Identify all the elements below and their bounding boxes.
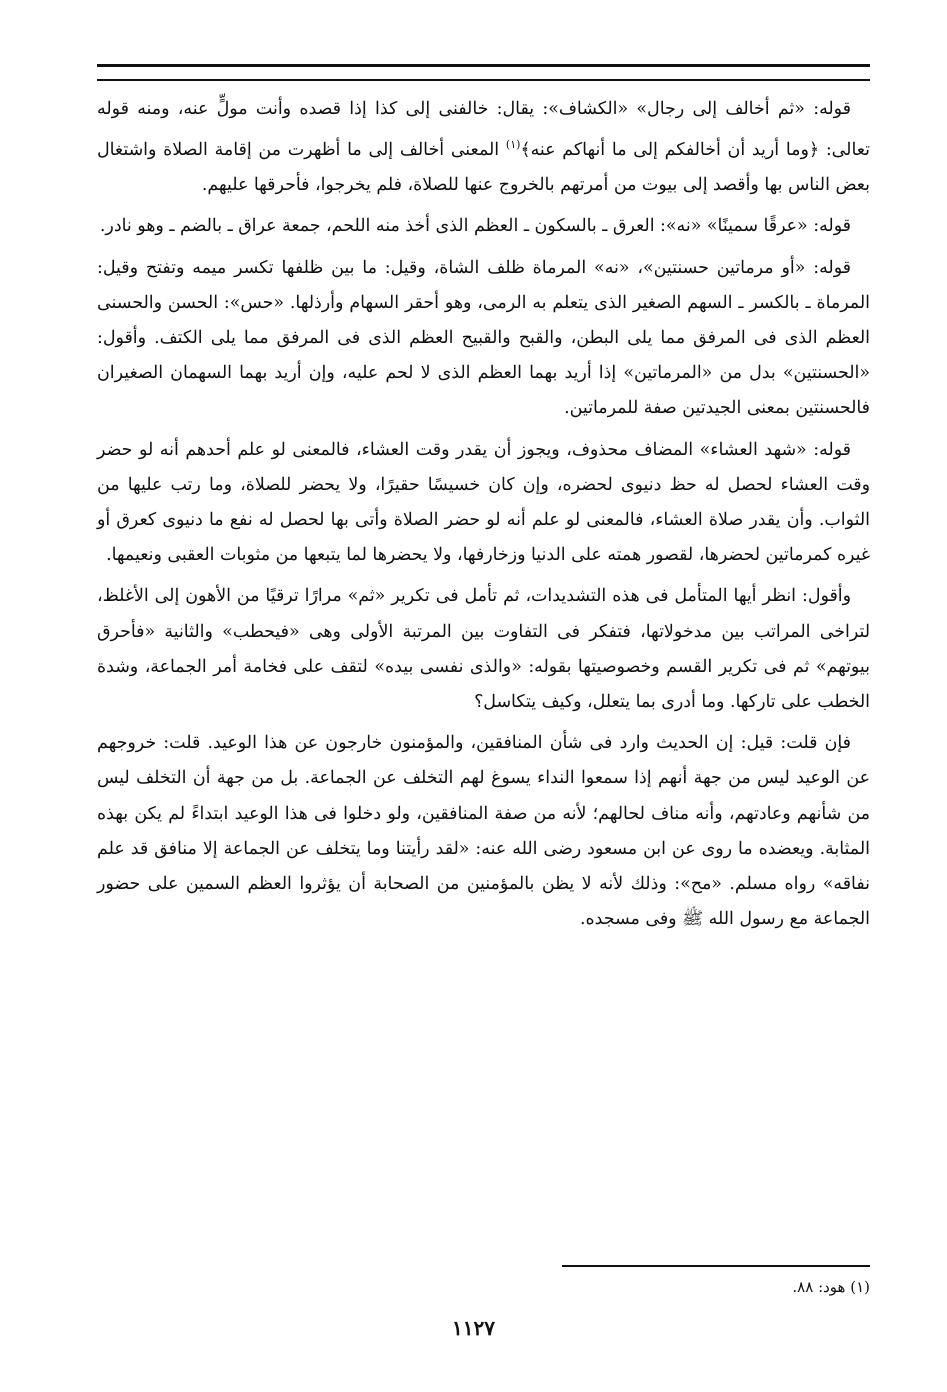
footnote: (١) هود: ٨٨. bbox=[792, 1278, 870, 1296]
paragraph-1-part-b: المعنى أخالف إلى ما أظهرت من إقامة الصلاة واشتغال بعض الناس بها وأقصد إلى بيوت من أمرتهم بالخروج عنها للصلاة، فلم يخرجوا، فأحرقها عليهم. bbox=[97, 140, 870, 196]
paragraph-2: قوله: «عرقًا سمينًا» «نه»: العرق ـ بالسكون ـ العظم الذى أخذ منه اللحم، جمعة عراق ـ بالضم ـ وهو نادر. bbox=[99, 216, 851, 237]
main-text bbox=[97, 92, 870, 943]
paragraph-4: قوله: «شهد العشاء» المضاف محذوف، ويجوز أن يقدر وقت العشاء، فالمعنى لو علم أحدهم أنه لو حضر وقت العشاء لحصل له حظ دنيوى لحضره، وإن كان خسيسًا حقيرًا، ولا يحضر للصلاة، وما رتب عليها من الثواب. وأن يقدر صلاة العشاء، فالمعنى لو علم أنه لو حضر الصلاة وأتى بها لحصل له نفع ما دنيوى كعرق أو غيره كمرماتين لحضرها، لقصور همته على الدنيا وزخارفها، ولا يحضرها لما يتبعها من مثوبات العقبى ونعيمها. bbox=[97, 439, 870, 566]
footnote-rule bbox=[562, 1265, 870, 1267]
footnote-ref: (١) bbox=[505, 138, 521, 152]
header-rule-bottom bbox=[97, 79, 870, 81]
paragraph-3: قوله: «أو مرماتين حسنتين»، «نه» المرماة ظلف الشاة، وقيل: ما بين ظلفها تكسر ميمه وتفتح وقيل: المرماة ـ بالكسر ـ السهم الصغير الذى يتعلم به الرمى، وهو أحقر السهام وأرذلها. «حس»: الحسن والحسنى العظم الذى فى المرفق مما يلى البطن، والقبح والقبيح العظم الذى فى المرفق مما يلى الكتف. وأقول: «الحسنتين» بدل من «المرماتين» إذا أريد بهما العظم الذى لا لحم عليه، وإن أريد بهما السهمان الصغيران فالحسنتين بمعنى الجيدتين صفة للمرماتين. bbox=[97, 257, 870, 419]
paragraph-6: فإن قلت: قيل: إن الحديث وارد فى شأن المنافقين، والمؤمنون خارجون عن هذا الوعيد. قلت: خروجهم عن الوعيد ليس من جهة أنهم إذا سمعوا النداء يسوغ لهم التخلف عن الجماعة. بل من جهة أن التخلف ليس من شأنهم وعادتهم، وأنه مناف لحالهم؛ لأنه من صفة المنافقين، ولو دخلوا فى هذا الوعيد ابتداءً لم يكن بهذه المثابة. ويعضده ما روى عن ابن مسعود رضى الله عنه: «لقد رأيتنا وما يتخلف عن الجماعة إلا منافق قد علم نفاقه» رواه مسلم. «مح»: وذلك لأنه لا يظن بالمؤمنين من الصحابة أن يؤثروا العظم السمين على حضور الجماعة مع رسول الله ﷺ وفى مسجده. bbox=[97, 733, 870, 930]
paragraph-5: وأقول: انظر أيها المتأمل فى هذه التشديدات، ثم تأمل فى تكرير «ثم» مرارًا ترقيًا من الأهون إلى الأغلظ، لتراخى المراتب بين مدخولاتها، فتفكر فى التفاوت بين المرتبة الأولى وهى «فيحطب» والثانية «فأحرق بيوتهم» ثم فى تكرير القسم وخصوصيتها بقوله: «والذى نفسى بيده» لتقف على فخامة أمر الجماعة، وشدة الخطب على تاركها. وما أدرى بما يتعلل، وكيف يتكاسل؟ bbox=[97, 586, 870, 713]
page-number: ١١٢٧ bbox=[452, 1316, 495, 1340]
paragraph-1 bbox=[97, 92, 870, 203]
paragraph-1-part-a: قوله: «ثم أخالف إلى رجال» «الكشاف»: يقال: خالفنى إلى كذا إذا قصده وأنت مولٍّ عنه، ومنه قوله تعالى: ﴿وما أريد أن أخالفكم إلى ما أنهاكم عنه﴾ bbox=[97, 99, 870, 160]
header-rule-top bbox=[97, 64, 870, 67]
